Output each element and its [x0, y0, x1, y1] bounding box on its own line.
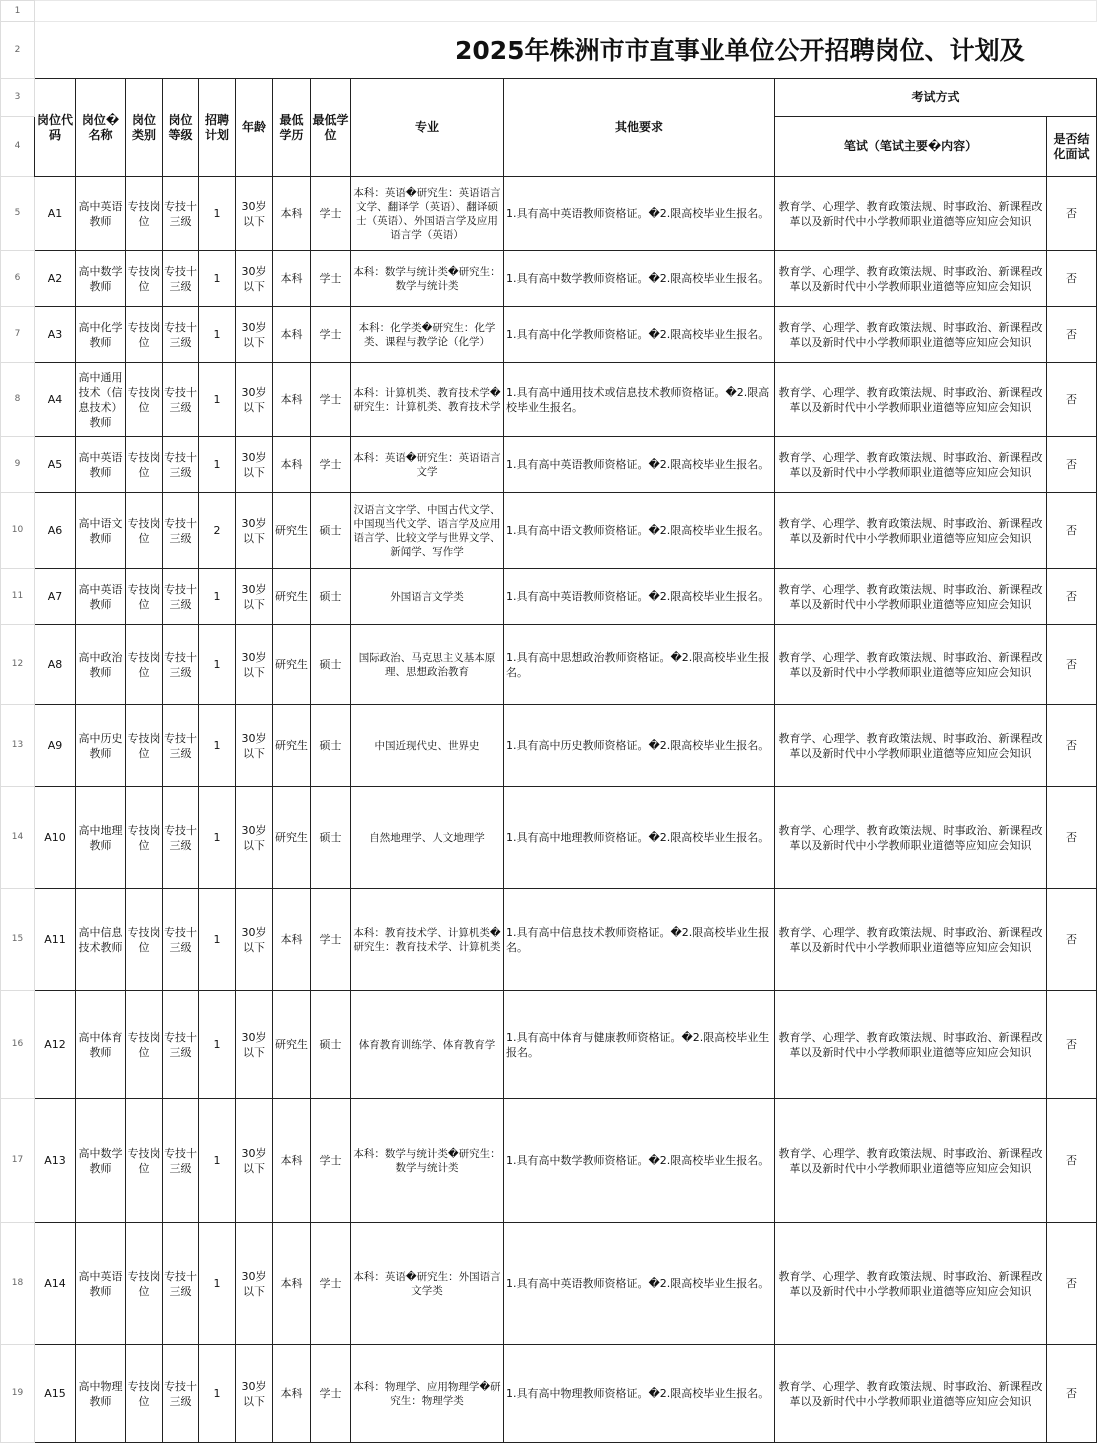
- cell-degree: 硕士: [311, 787, 351, 889]
- cell-other: 1.具有高中体育与健康教师资格证。�2.限高校毕业生报名。: [504, 991, 775, 1099]
- cell-name: 高中英语教师: [76, 437, 126, 493]
- cell-age: 30岁以下: [236, 177, 273, 251]
- cell-code: A1: [35, 177, 76, 251]
- cell-written: 教育学、心理学、教育政策法规、时事政治、新课程改革以及新时代中小学教师职业道德等应知应会知识: [775, 991, 1047, 1099]
- table-row: [1, 569, 1097, 625]
- cell-other: 1.具有高中通用技术或信息技术教师资格证。�2.限高校毕业生报名。: [504, 363, 775, 437]
- cell-interview: 否: [1047, 363, 1097, 437]
- cell-level: 专技十三级: [163, 1099, 199, 1223]
- cell-written: 教育学、心理学、教育政策法规、时事政治、新课程改革以及新时代中小学教师职业道德等应知应会知识: [775, 363, 1047, 437]
- row-number: 8: [1, 363, 35, 437]
- cell-code: A2: [35, 251, 76, 307]
- row-number: 2: [1, 22, 35, 79]
- row-number: 10: [1, 493, 35, 569]
- cell-plan: 1: [199, 1345, 236, 1443]
- row-number: 3: [1, 79, 35, 117]
- cell-degree: 学士: [311, 1099, 351, 1223]
- cell-level: 专技十三级: [163, 625, 199, 705]
- cell-other: 1.具有高中数学教师资格证。�2.限高校毕业生报名。: [504, 251, 775, 307]
- cell-edu: 研究生: [273, 569, 311, 625]
- cell-code: A12: [35, 991, 76, 1099]
- header-written: 笔试（笔试主要�内容）: [775, 117, 1047, 177]
- table-row: [1, 625, 1097, 705]
- cell-age: 30岁以下: [236, 437, 273, 493]
- cell-degree: 硕士: [311, 991, 351, 1099]
- row-number: 13: [1, 705, 35, 787]
- cell-plan: 1: [199, 437, 236, 493]
- header-level: 岗位等级: [163, 79, 199, 177]
- cell-age: 30岁以下: [236, 625, 273, 705]
- row-number: 1: [1, 1, 35, 22]
- header-edu: 最低学历: [273, 79, 311, 177]
- cell-level: 专技十三级: [163, 705, 199, 787]
- header-category: 岗位类别: [126, 79, 163, 177]
- cell-edu: 本科: [273, 251, 311, 307]
- cell-age: 30岁以下: [236, 889, 273, 991]
- header-interview: 是否结化面试: [1047, 117, 1097, 177]
- cell-interview: 否: [1047, 251, 1097, 307]
- cell-category: 专技岗位: [126, 1345, 163, 1443]
- cell-age: 30岁以下: [236, 307, 273, 363]
- cell-edu: 本科: [273, 1099, 311, 1223]
- table-row: [1, 705, 1097, 787]
- cell-major: 本科：数学与统计类�研究生：数学与统计类: [351, 1099, 504, 1223]
- cell-plan: 1: [199, 1099, 236, 1223]
- cell-degree: 学士: [311, 307, 351, 363]
- cell-degree: 学士: [311, 251, 351, 307]
- row-number: 19: [1, 1345, 35, 1443]
- cell-plan: 2: [199, 493, 236, 569]
- cell-major: 本科：数学与统计类�研究生：数学与统计类: [351, 251, 504, 307]
- header-degree: 最低学位: [311, 79, 351, 177]
- row-number: 15: [1, 889, 35, 991]
- cell-code: A11: [35, 889, 76, 991]
- cell-written: 教育学、心理学、教育政策法规、时事政治、新课程改革以及新时代中小学教师职业道德等应知应会知识: [775, 177, 1047, 251]
- cell-category: 专技岗位: [126, 889, 163, 991]
- cell-degree: 硕士: [311, 705, 351, 787]
- cell-code: A4: [35, 363, 76, 437]
- cell-plan: 1: [199, 889, 236, 991]
- row-number: 7: [1, 307, 35, 363]
- cell-other: 1.具有高中英语教师资格证。�2.限高校毕业生报名。: [504, 569, 775, 625]
- cell-edu: 研究生: [273, 787, 311, 889]
- cell-level: 专技十三级: [163, 307, 199, 363]
- row-number: 4: [1, 117, 35, 177]
- table-row: [1, 177, 1097, 251]
- cell-plan: 1: [199, 1223, 236, 1345]
- cell-major: 本科：英语�研究生：外国语言文学类: [351, 1223, 504, 1345]
- cell-major: 中国近现代史、世界史: [351, 705, 504, 787]
- cell-other: 1.具有高中信息技术教师资格证。�2.限高校毕业生报名。: [504, 889, 775, 991]
- row-number: 16: [1, 991, 35, 1099]
- cell-level: 专技十三级: [163, 569, 199, 625]
- cell-name: 高中化学教师: [76, 307, 126, 363]
- table-row: [1, 251, 1097, 307]
- cell-category: 专技岗位: [126, 251, 163, 307]
- cell-age: 30岁以下: [236, 251, 273, 307]
- cell-age: 30岁以下: [236, 363, 273, 437]
- cell-age: 30岁以下: [236, 569, 273, 625]
- cell-level: 专技十三级: [163, 251, 199, 307]
- cell-other: 1.具有高中思想政治教师资格证。�2.限高校毕业生报名。: [504, 625, 775, 705]
- cell-interview: 否: [1047, 889, 1097, 991]
- cell-edu: 本科: [273, 889, 311, 991]
- cell-code: A13: [35, 1099, 76, 1223]
- cell-code: A8: [35, 625, 76, 705]
- cell-name: 高中数学教师: [76, 251, 126, 307]
- cell-major: 本科：计算机类、教育技术学�研究生：计算机类、教育技术学: [351, 363, 504, 437]
- cell-interview: 否: [1047, 625, 1097, 705]
- cell-edu: 本科: [273, 1345, 311, 1443]
- row-number: 14: [1, 787, 35, 889]
- row-number: 6: [1, 251, 35, 307]
- cell-other: 1.具有高中物理教师资格证。�2.限高校毕业生报名。: [504, 1345, 775, 1443]
- cell-written: 教育学、心理学、教育政策法规、时事政治、新课程改革以及新时代中小学教师职业道德等应知应会知识: [775, 705, 1047, 787]
- cell-edu: 研究生: [273, 493, 311, 569]
- cell-edu: 研究生: [273, 625, 311, 705]
- cell-edu: 研究生: [273, 705, 311, 787]
- cell-age: 30岁以下: [236, 991, 273, 1099]
- header-other: 其他要求: [504, 79, 775, 177]
- cell-plan: 1: [199, 705, 236, 787]
- cell-major: 本科：物理学、应用物理学�研究生：物理学类: [351, 1345, 504, 1443]
- header-plan: 招聘计划: [199, 79, 236, 177]
- cell-major: 国际政治、马克思主义基本原理、思想政治教育: [351, 625, 504, 705]
- cell-category: 专技岗位: [126, 787, 163, 889]
- cell-level: 专技十三级: [163, 1345, 199, 1443]
- header-name: 岗位�名称: [76, 79, 126, 177]
- cell-plan: 1: [199, 625, 236, 705]
- cell-name: 高中地理教师: [76, 787, 126, 889]
- cell-other: 1.具有高中英语教师资格证。�2.限高校毕业生报名。: [504, 1223, 775, 1345]
- cell-level: 专技十三级: [163, 437, 199, 493]
- cell-name: 高中信息技术教师: [76, 889, 126, 991]
- cell-age: 30岁以下: [236, 1099, 273, 1223]
- table-row: [1, 493, 1097, 569]
- cell-level: 专技十三级: [163, 889, 199, 991]
- cell-interview: 否: [1047, 307, 1097, 363]
- header-major: 专业: [351, 79, 504, 177]
- cell-interview: 否: [1047, 1099, 1097, 1223]
- cell-level: 专技十三级: [163, 1223, 199, 1345]
- cell-category: 专技岗位: [126, 363, 163, 437]
- cell-plan: 1: [199, 251, 236, 307]
- cell-code: A3: [35, 307, 76, 363]
- cell-written: 教育学、心理学、教育政策法规、时事政治、新课程改革以及新时代中小学教师职业道德等应知应会知识: [775, 437, 1047, 493]
- table-row: [1, 363, 1097, 437]
- cell-category: 专技岗位: [126, 1099, 163, 1223]
- header-age: 年龄: [236, 79, 273, 177]
- row-number: 17: [1, 1099, 35, 1223]
- cell-age: 30岁以下: [236, 1223, 273, 1345]
- cell-edu: 本科: [273, 437, 311, 493]
- cell-age: 30岁以下: [236, 787, 273, 889]
- cell-interview: 否: [1047, 177, 1097, 251]
- cell-name: 高中英语教师: [76, 1223, 126, 1345]
- cell-other: 1.具有高中化学教师资格证。�2.限高校毕业生报名。: [504, 307, 775, 363]
- cell-level: 专技十三级: [163, 787, 199, 889]
- table-row: [1, 991, 1097, 1099]
- cell-degree: 硕士: [311, 493, 351, 569]
- cell-degree: 学士: [311, 889, 351, 991]
- cell-degree: 学士: [311, 437, 351, 493]
- cell-code: A6: [35, 493, 76, 569]
- cell-code: A7: [35, 569, 76, 625]
- cell-edu: 本科: [273, 307, 311, 363]
- cell-degree: 学士: [311, 1223, 351, 1345]
- cell-written: 教育学、心理学、教育政策法规、时事政治、新课程改革以及新时代中小学教师职业道德等应知应会知识: [775, 307, 1047, 363]
- cell-name: 高中通用技术（信息技术）教师: [76, 363, 126, 437]
- row-number: 18: [1, 1223, 35, 1345]
- cell-level: 专技十三级: [163, 363, 199, 437]
- page-title: 2025年株洲市市直事业单位公开招聘岗位、计划及: [35, 22, 1097, 79]
- cell-category: 专技岗位: [126, 493, 163, 569]
- row-number: 12: [1, 625, 35, 705]
- table-row: [1, 889, 1097, 991]
- cell-written: 教育学、心理学、教育政策法规、时事政治、新课程改革以及新时代中小学教师职业道德等应知应会知识: [775, 251, 1047, 307]
- cell-written: 教育学、心理学、教育政策法规、时事政治、新课程改革以及新时代中小学教师职业道德等应知应会知识: [775, 889, 1047, 991]
- cell-written: 教育学、心理学、教育政策法规、时事政治、新课程改革以及新时代中小学教师职业道德等应知应会知识: [775, 1345, 1047, 1443]
- table-row: [1, 307, 1097, 363]
- cell-plan: 1: [199, 569, 236, 625]
- cell-level: 专技十三级: [163, 991, 199, 1099]
- cell-code: A5: [35, 437, 76, 493]
- cell-level: 专技十三级: [163, 177, 199, 251]
- cell-degree: 学士: [311, 1345, 351, 1443]
- cell-code: A15: [35, 1345, 76, 1443]
- cell-edu: 本科: [273, 1223, 311, 1345]
- cell-level: 专技十三级: [163, 493, 199, 569]
- cell-plan: 1: [199, 787, 236, 889]
- cell-interview: 否: [1047, 1345, 1097, 1443]
- cell-major: 外国语言文学类: [351, 569, 504, 625]
- cell-plan: 1: [199, 991, 236, 1099]
- cell-interview: 否: [1047, 437, 1097, 493]
- cell-degree: 学士: [311, 177, 351, 251]
- cell-other: 1.具有高中语文教师资格证。�2.限高校毕业生报名。: [504, 493, 775, 569]
- cell-interview: 否: [1047, 493, 1097, 569]
- cell-category: 专技岗位: [126, 569, 163, 625]
- cell-edu: 研究生: [273, 991, 311, 1099]
- table-row: [1, 1099, 1097, 1223]
- cell-other: 1.具有高中历史教师资格证。�2.限高校毕业生报名。: [504, 705, 775, 787]
- row-number: 5: [1, 177, 35, 251]
- cell-name: 高中体育教师: [76, 991, 126, 1099]
- cell-interview: 否: [1047, 787, 1097, 889]
- cell-category: 专技岗位: [126, 705, 163, 787]
- cell-category: 专技岗位: [126, 437, 163, 493]
- cell-code: A10: [35, 787, 76, 889]
- cell-other: 1.具有高中数学教师资格证。�2.限高校毕业生报名。: [504, 1099, 775, 1223]
- cell-plan: 1: [199, 307, 236, 363]
- cell-interview: 否: [1047, 991, 1097, 1099]
- cell-plan: 1: [199, 177, 236, 251]
- row-number: 11: [1, 569, 35, 625]
- cell-other: 1.具有高中英语教师资格证。�2.限高校毕业生报名。: [504, 177, 775, 251]
- cell-name: 高中语文教师: [76, 493, 126, 569]
- cell-category: 专技岗位: [126, 625, 163, 705]
- table-row: [1, 1345, 1097, 1443]
- cell-name: 高中英语教师: [76, 177, 126, 251]
- cell-major: 汉语言文字学、中国古代文学、中国现当代文学、语言学及应用语言学、比较文学与世界文学、新闻学、写作学: [351, 493, 504, 569]
- cell-interview: 否: [1047, 1223, 1097, 1345]
- cell-age: 30岁以下: [236, 493, 273, 569]
- cell-age: 30岁以下: [236, 705, 273, 787]
- cell-written: 教育学、心理学、教育政策法规、时事政治、新课程改革以及新时代中小学教师职业道德等应知应会知识: [775, 569, 1047, 625]
- table-row: [1, 1223, 1097, 1345]
- cell-interview: 否: [1047, 569, 1097, 625]
- cell-major: 本科：教育技术学、计算机类�研究生：教育技术学、计算机类: [351, 889, 504, 991]
- cell-name: 高中物理教师: [76, 1345, 126, 1443]
- cell-name: 高中政治教师: [76, 625, 126, 705]
- cell-interview: 否: [1047, 705, 1097, 787]
- cell-degree: 学士: [311, 363, 351, 437]
- header-exam: 考试方式: [775, 79, 1097, 117]
- cell-written: 教育学、心理学、教育政策法规、时事政治、新课程改革以及新时代中小学教师职业道德等应知应会知识: [775, 787, 1047, 889]
- cell-major: 本科：化学类�研究生：化学类、课程与教学论（化学）: [351, 307, 504, 363]
- cell-category: 专技岗位: [126, 307, 163, 363]
- cell-name: 高中数学教师: [76, 1099, 126, 1223]
- cell-other: 1.具有高中英语教师资格证。�2.限高校毕业生报名。: [504, 437, 775, 493]
- cell-major: 自然地理学、人文地理学: [351, 787, 504, 889]
- cell-written: 教育学、心理学、教育政策法规、时事政治、新课程改革以及新时代中小学教师职业道德等应知应会知识: [775, 1099, 1047, 1223]
- cell-name: 高中历史教师: [76, 705, 126, 787]
- cell-name: 高中英语教师: [76, 569, 126, 625]
- cell-other: 1.具有高中地理教师资格证。�2.限高校毕业生报名。: [504, 787, 775, 889]
- row-number: 9: [1, 437, 35, 493]
- cell-major: 本科：英语�研究生：英语语言文学: [351, 437, 504, 493]
- cell-degree: 硕士: [311, 569, 351, 625]
- blank-cell: [35, 1, 1097, 22]
- cell-written: 教育学、心理学、教育政策法规、时事政治、新课程改革以及新时代中小学教师职业道德等应知应会知识: [775, 1223, 1047, 1345]
- cell-degree: 硕士: [311, 625, 351, 705]
- cell-code: A14: [35, 1223, 76, 1345]
- header-code: 岗位代码: [35, 79, 76, 177]
- cell-major: 本科：英语�研究生：英语语言文学、翻译学（英语）、翻译硕士（英语）、外国语言学及应用语言学（英语）: [351, 177, 504, 251]
- table-row: [1, 787, 1097, 889]
- cell-edu: 本科: [273, 177, 311, 251]
- cell-major: 体育教育训练学、体育教育学: [351, 991, 504, 1099]
- table-row: [1, 437, 1097, 493]
- cell-category: 专技岗位: [126, 177, 163, 251]
- cell-age: 30岁以下: [236, 1345, 273, 1443]
- cell-edu: 本科: [273, 363, 311, 437]
- cell-category: 专技岗位: [126, 1223, 163, 1345]
- cell-code: A9: [35, 705, 76, 787]
- cell-plan: 1: [199, 363, 236, 437]
- cell-written: 教育学、心理学、教育政策法规、时事政治、新课程改革以及新时代中小学教师职业道德等应知应会知识: [775, 493, 1047, 569]
- cell-written: 教育学、心理学、教育政策法规、时事政治、新课程改革以及新时代中小学教师职业道德等应知应会知识: [775, 625, 1047, 705]
- cell-category: 专技岗位: [126, 991, 163, 1099]
